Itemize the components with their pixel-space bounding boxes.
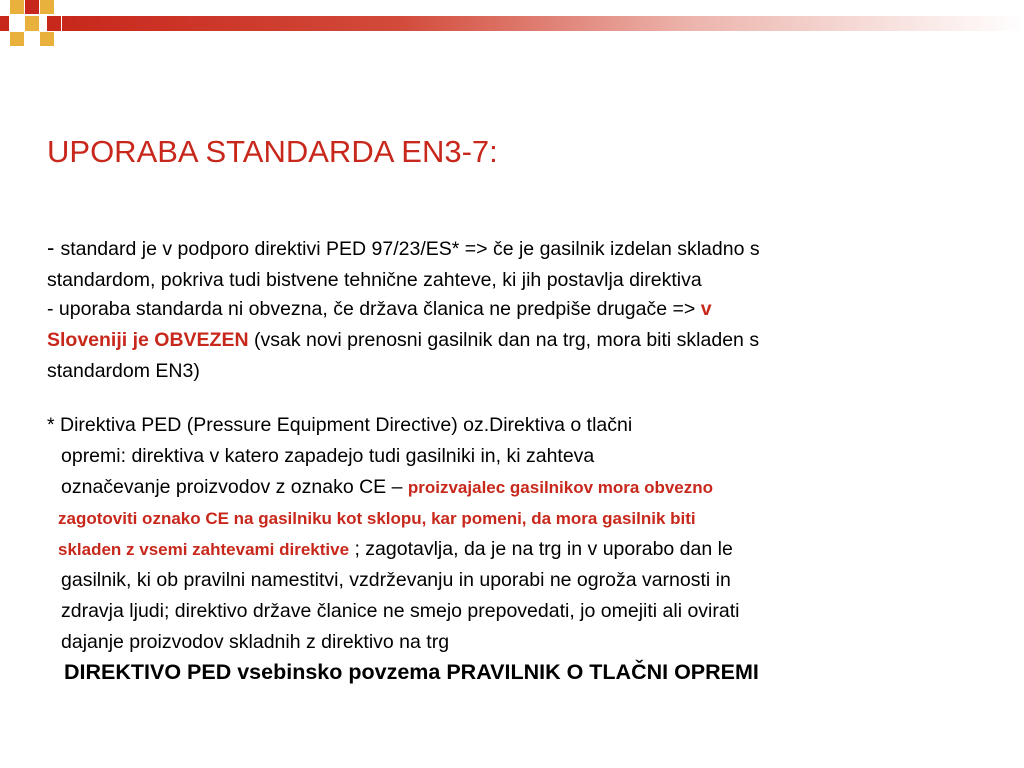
bullet1-dash: - bbox=[47, 235, 61, 260]
footnote-red3: proizvajalec gasilnikov mora obvezno bbox=[407, 478, 714, 497]
slide-title: UPORABA STANDARDA EN3-7: bbox=[47, 134, 498, 169]
footnote-line1: * Direktiva PED (Pressure Equipment Directive) oz.Direktiva o tlačni bbox=[47, 414, 633, 436]
bullet2-text1: - uporaba standarda ni obvezna, če država članica ne predpiše drugače => bbox=[47, 298, 701, 320]
decor-square-gold-2 bbox=[40, 0, 54, 14]
bullet2-line1 bbox=[47, 294, 759, 325]
header-gradient-bar bbox=[62, 16, 1024, 31]
bullet2-red1: v bbox=[700, 298, 712, 320]
bullet-standard-support bbox=[47, 232, 760, 296]
footnote-red4: zagotoviti oznako CE na gasilniku kot sklopu, kar pomeni, da mora gasilnik biti bbox=[58, 509, 696, 528]
footnote-line3 bbox=[47, 472, 739, 503]
decor-square-red-3 bbox=[47, 16, 61, 31]
footnote-line7: zdravja ljudi; direktivo države članice ne smejo prepovedati, jo omejiti ali ovirati bbox=[61, 600, 740, 622]
bullet2-red2: Sloveniji je OBVEZEN bbox=[47, 329, 249, 351]
decor-square-gold-3 bbox=[25, 16, 39, 31]
decor-square-red-2 bbox=[0, 16, 9, 31]
decor-square-gold-5 bbox=[40, 32, 54, 46]
footnote-text5: ; zagotavlja, da je na trg in v uporabo dan le bbox=[349, 538, 733, 560]
footnote-line8: dajanje proizvodov skladnih z direktivo na trg bbox=[61, 631, 450, 653]
footnote-red5: skladen z vsemi zahtevami direktive bbox=[58, 540, 350, 559]
footnote-line6: gasilnik, ki ob pravilni namestitvi, vzdrževanju in uporabi ne ogroža varnosti in bbox=[61, 569, 731, 591]
footnote-ped-directive bbox=[47, 410, 739, 658]
footnote-line5 bbox=[47, 534, 739, 565]
bullet1-text1: standard je v podporo direktivi PED 97/23/ES* => če je gasilnik izdelan skladno s bbox=[60, 238, 760, 260]
decor-square-red-1 bbox=[25, 0, 39, 14]
bullet2-line2 bbox=[47, 325, 759, 356]
footnote-line2: opremi: direktiva v katero zapadejo tudi gasilniki in, ki zahteva bbox=[61, 445, 595, 467]
footnote-line4 bbox=[47, 503, 739, 534]
decor-square-gold-4 bbox=[10, 32, 24, 46]
bullet1-line2: standardom, pokriva tudi bistvene tehnične zahteve, ki jih postavlja direktiva bbox=[47, 269, 702, 291]
conclusion-statement: DIREKTIVO PED vsebinsko povzema PRAVILNIK O TLAČNI OPREMI bbox=[64, 660, 759, 684]
decor-square-gold-1 bbox=[10, 0, 24, 14]
bullet2-text2: (vsak novi prenosni gasilnik dan na trg, mora biti skladen s bbox=[248, 329, 760, 351]
bullet1-line1 bbox=[47, 232, 760, 265]
bullet-standard-usage bbox=[47, 294, 759, 387]
footnote-text3: označevanje proizvodov z oznako CE – bbox=[61, 476, 408, 498]
bullet2-line3: standardom EN3) bbox=[47, 360, 200, 382]
